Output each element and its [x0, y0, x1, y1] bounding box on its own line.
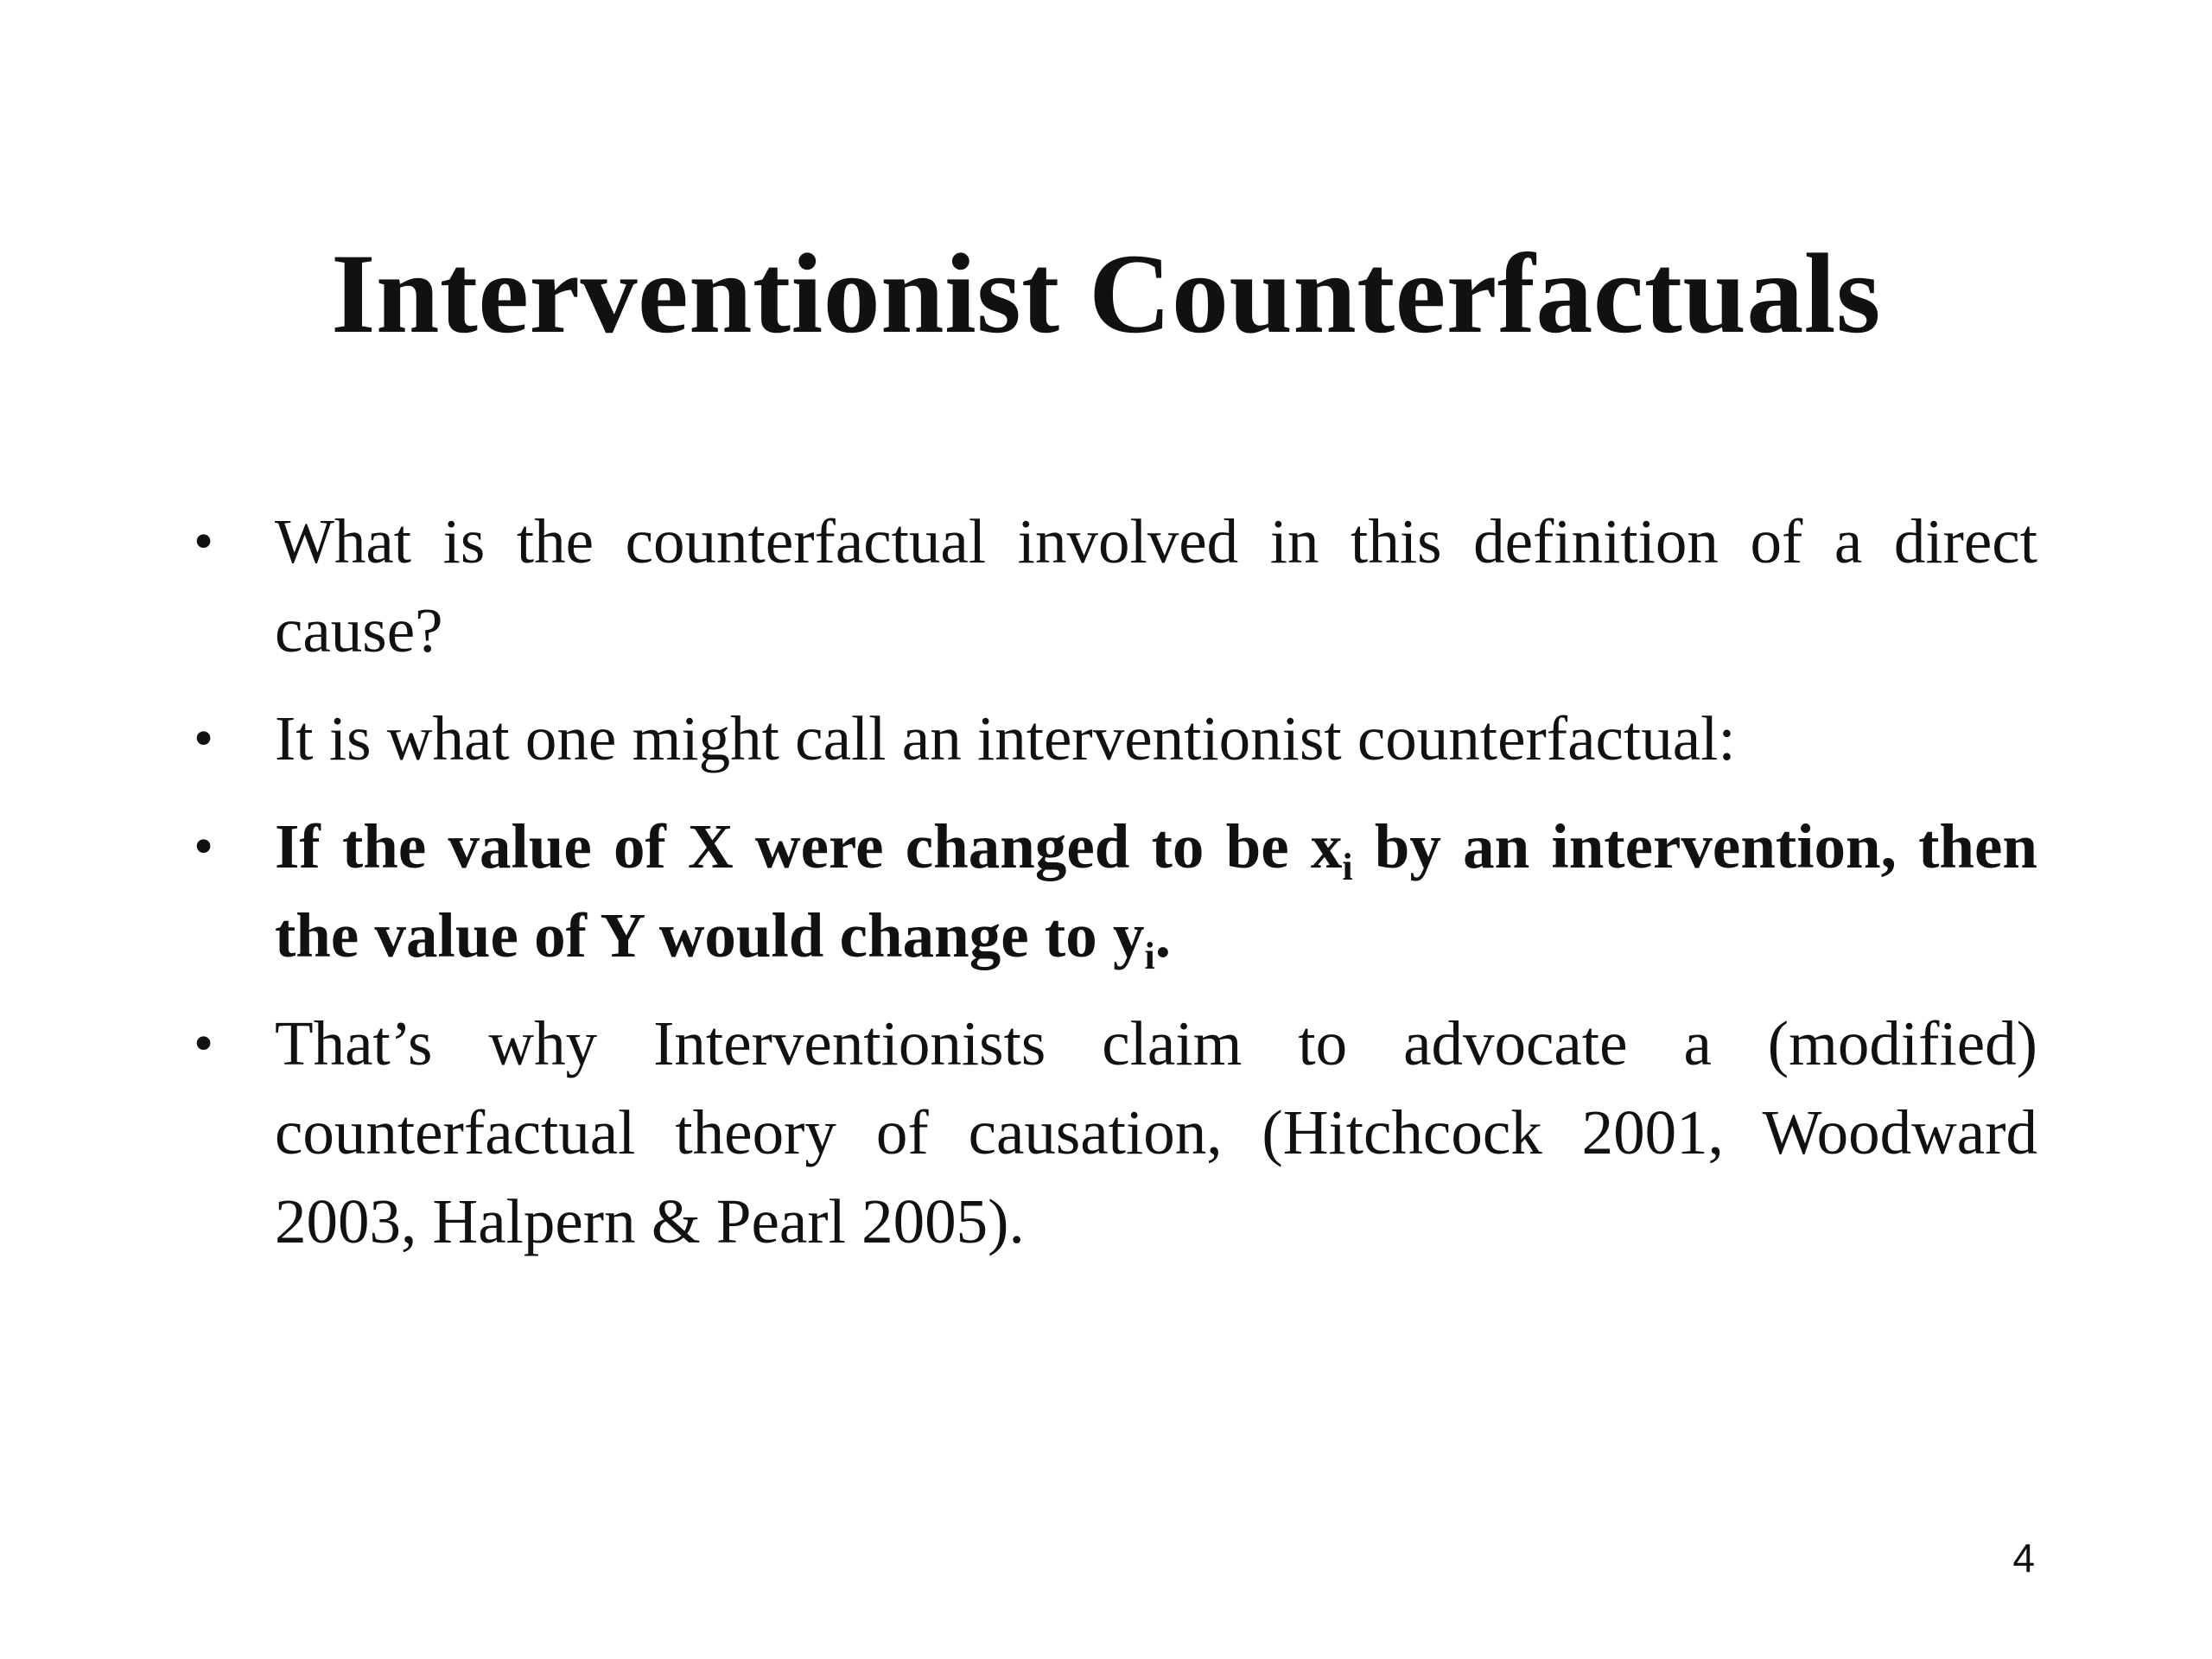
bullet-item-2: [181, 694, 2037, 783]
page-number: 4: [2012, 1535, 2035, 1580]
bullet-dot: •: [194, 707, 214, 770]
bullet-text-part: .: [1154, 900, 1171, 970]
bullet-text: It is what one might call an interventionist counterfactual:: [275, 703, 1736, 773]
bullet-item-4: [181, 999, 2037, 1266]
bullet-text: That’s why Interventionists claim to advocate a (modified) counterfactual theory of causation, (Hitchcock 2001, Woodward 2003, Halpern & Pearl 2005).: [275, 1008, 2037, 1256]
bullet-text-bold: [275, 802, 2037, 980]
bullet-text: What is the counterfactual involved in this definition of a direct cause?: [275, 506, 2037, 665]
bullet-dot: •: [194, 1012, 214, 1075]
bullet-dot: •: [194, 815, 214, 878]
subscript: i: [1342, 846, 1353, 888]
slide-title: Interventionist Counterfactuals: [331, 230, 1881, 357]
bullet-text-part: If the value of X were changed to be x: [275, 811, 1343, 881]
subscript: i: [1144, 935, 1155, 977]
bullet-item-1: [181, 497, 2037, 675]
bullet-dot: •: [194, 510, 214, 573]
bullet-text-part: by an intervention, then the value of Y would change to y: [275, 811, 2037, 970]
bullet-list: [181, 497, 2037, 1285]
bullet-item-3: [181, 802, 2037, 980]
